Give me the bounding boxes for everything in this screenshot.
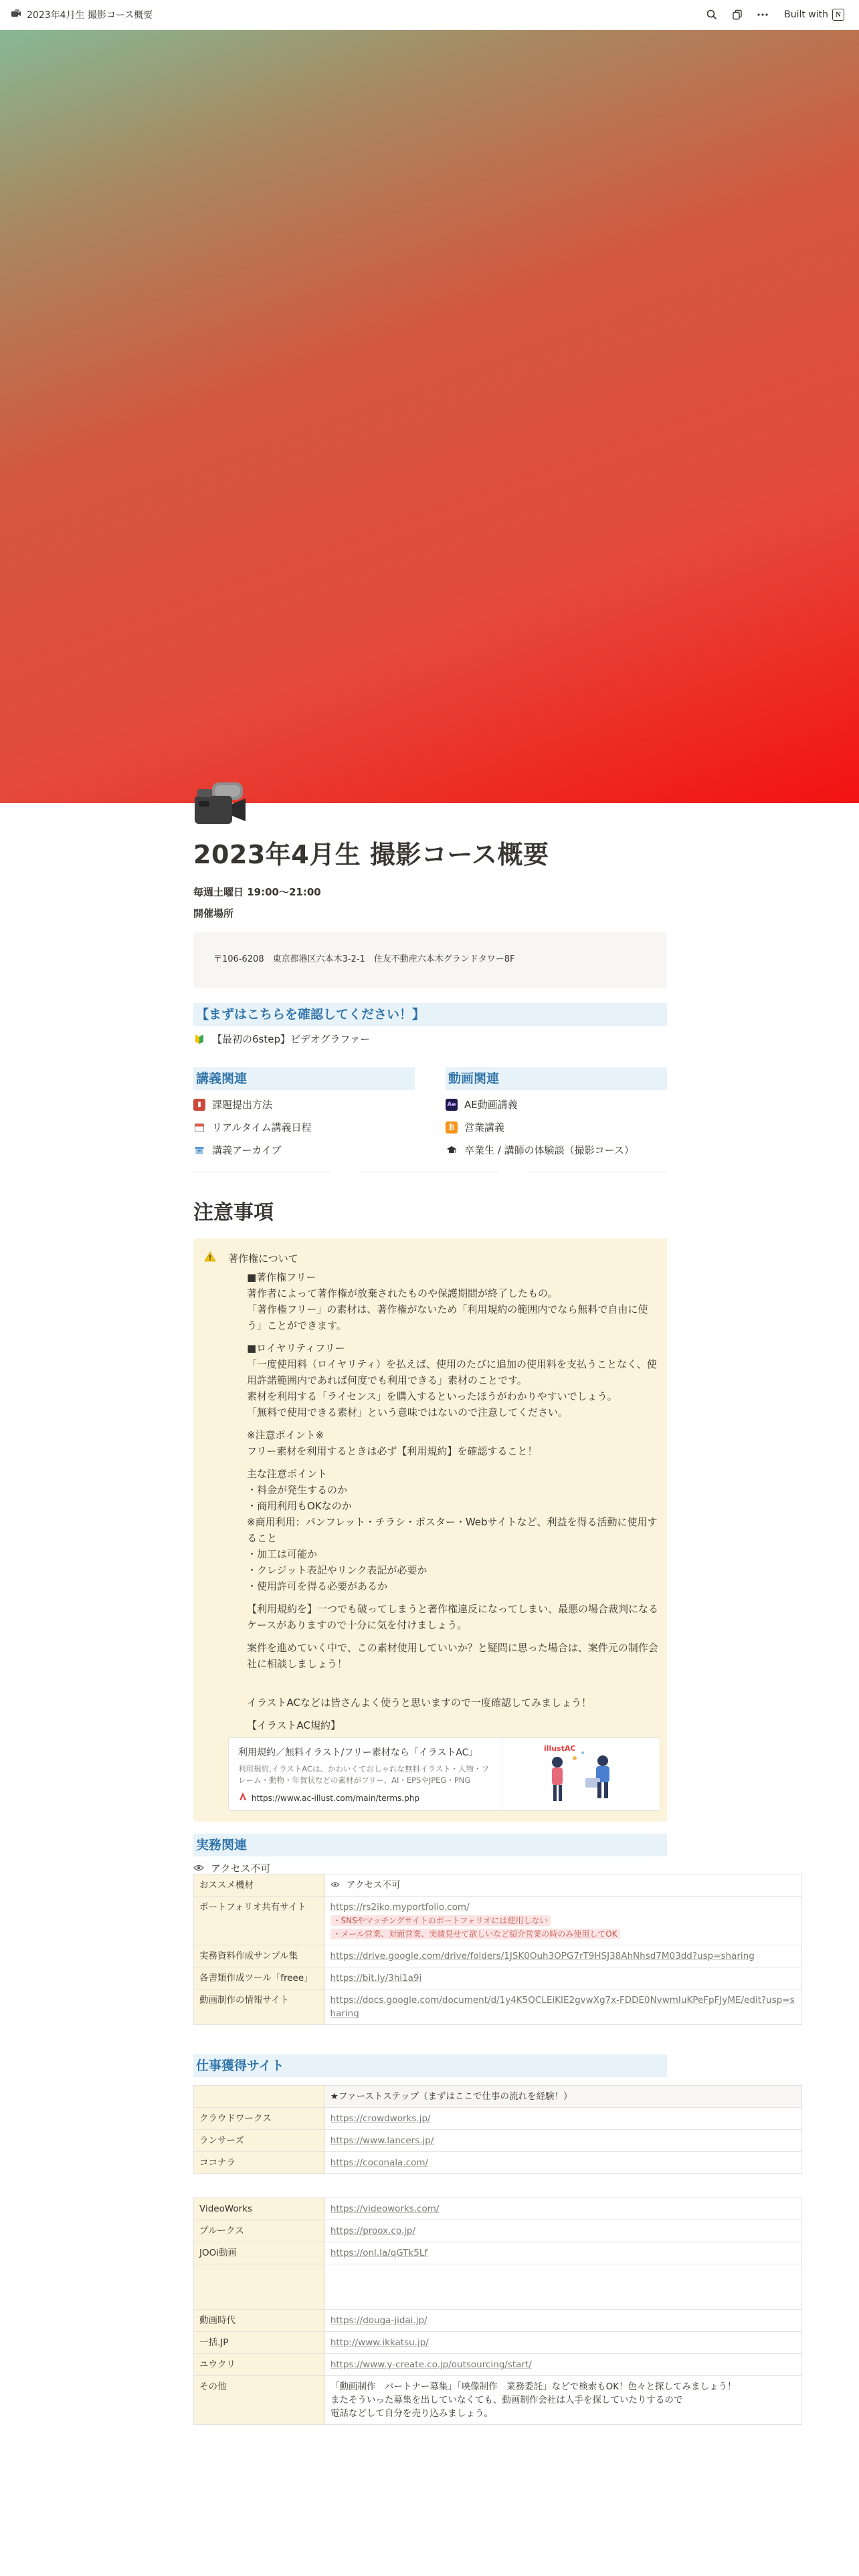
table-cell-label: ユウクリ [194,2354,325,2376]
first-steps-link-label[interactable]: 【最初の6step】ビデオグラファー [212,1033,371,1045]
table-cell-value [324,1967,801,1990]
bookmark-url-text[interactable]: https://www.ac-illust.com/main/terms.php [252,1794,419,1803]
callout-line: ・商用利用もOKなのか [247,1500,352,1512]
table-cell-label: 動画制作の情報サイト [194,1990,325,2025]
callout-line: ・料金が発生するのか [247,1484,348,1496]
table-row [194,2310,802,2332]
eye-slash-icon [330,1879,340,1892]
more-icon[interactable] [755,7,771,23]
after-effects-icon: Ae [446,1099,458,1111]
top-bar [0,0,859,30]
table-cell-value [324,2310,801,2332]
warning-icon [204,1251,217,1811]
jobs-heading: 仕事獲得サイト [193,2054,667,2077]
table-cell-value [324,2332,801,2354]
callout-body [228,1251,660,1811]
callout-line: 素材を利用する「ライセンス」を購入するといったほうがわかりやすいでしょう。 [247,1390,617,1402]
callout-line: イラストACなどは皆さんよく使うと思いますので一度確認してみましょう！ [247,1697,592,1709]
breadcrumb-title[interactable]: 2023年4月生 撮影コース概要 [27,10,153,21]
table-cell-value [324,1990,801,2025]
table-cell-label: 動画時代 [194,2310,325,2332]
table-cell-value [324,1945,801,1967]
table-cell-value [324,2198,801,2220]
table-row [194,2198,802,2220]
table-cell-label: ココナラ [194,2152,325,2174]
table-row [194,2086,802,2108]
built-with-notion-button[interactable] [780,6,848,23]
callout-line: 著作者によって著作権が放棄されたものや保護期間が終了したもの。 [247,1287,558,1299]
lecture-item-schedule[interactable] [193,1119,415,1136]
lecture-heading: 講義関連 [193,1067,415,1090]
beginner-mark-icon [193,1033,205,1045]
video-column [446,1067,667,1158]
practice-table [193,1874,802,2025]
table-cell-value [324,2242,801,2264]
callout-line: 案件を進めていく中で、この素材使用していいか？と疑問に思った場合は、案件元の制作会社に相談しましょう！ [247,1642,658,1670]
site-link[interactable]: https://crowdworks.jp/ [330,2113,431,2124]
venue-label: 開催場所 [193,907,234,920]
lecture-column [193,1067,415,1158]
samples-link[interactable]: https://drive.google.com/drive/folders/1JSK0Ouh3OPG7rT9HSJ38AhNhsd7M03dd?usp=sharing [330,1951,755,1961]
column-dividers [193,1158,667,1185]
video-item-testimonials[interactable] [446,1142,667,1158]
table-row [194,2376,802,2425]
table-cell-value [324,2130,801,2152]
site-link[interactable]: https://proox.co.jp/ [330,2226,416,2236]
note-tag: ・メール営業、対面営業、実績見せて欲しいなど紹介営業の時のみ使用してOK [330,1929,620,1939]
search-icon[interactable] [704,7,720,23]
video-item-sales[interactable] [446,1119,667,1136]
table-row [194,2332,802,2354]
breadcrumb[interactable] [11,8,153,21]
first-steps-heading: 【まずはこちらを確認してください！】 [193,1003,667,1026]
site-link[interactable]: https://onl.la/qGTk5Lf [330,2248,428,2258]
callout-line: ※注意ポイント※ [247,1429,324,1441]
other-line: またそういった募集を出していなくても、動画制作会社は人手を探していたりするので [330,2395,683,2405]
site-link[interactable]: https://www.lancers.jp/ [330,2135,434,2146]
other-line: 「動画制作 パートナー募集」「映像制作 業務委託」などで検索もOK！色々と探してみましょう！ [330,2381,737,2392]
callout-line: 主な注意ポイント [247,1468,328,1480]
jobs-table-first [193,2085,802,2174]
callout-line: 【イラストAC規約】 [247,1719,341,1731]
table-cell-value [324,2108,801,2130]
table-cell-value [324,2220,801,2242]
callout-line: ・使用許可を得る必要があるか [247,1580,388,1592]
site-link[interactable]: https://www.y-create.co.jp/outsourcing/start/ [330,2359,532,2370]
table-cell-value: ★ファーストステップ（まずはここで仕事の流れを経験！） [324,2086,801,2108]
table-cell-value [324,2376,801,2425]
bookmark-thumbnail [502,1738,660,1810]
table-row [194,2220,802,2242]
callout-line: 「一度使用料（ロイヤリティ）を払えば、使用のたびに追加の使用料を支払うことなく、使用許諾範囲内であれば何度でも利用できる」素材のことです。 [247,1358,657,1386]
table-cell-label: ポートフォリオ共有サイト [194,1897,325,1945]
note-tag: ・SNSやマッチングサイトのポートフォリオには使用しない [330,1915,551,1926]
access-text: アクセス不可 [346,1880,401,1891]
info-site-link[interactable]: https://docs.google.com/document/d/1y4K5QCLEiKIE2gvwXg7x-FDDE0NvwmIuKPeFpFJyME/edit?usp=sharing [330,1995,795,2019]
schedule-text: 毎週土曜日 19:00〜21:00 [193,886,321,898]
address-box [193,932,667,988]
graduation-cap-icon [446,1144,458,1156]
callout-title: 著作権について [228,1253,298,1265]
table-cell-label: 一括.JP [194,2332,325,2354]
lecture-item-label[interactable]: リアルタイム講義日程 [212,1121,312,1134]
table-row [194,1874,802,1897]
callout-line: ・加工は可能か [247,1548,318,1560]
table-cell-label: プルークス [194,2220,325,2242]
site-link[interactable]: https://douga-jidai.jp/ [330,2315,427,2326]
table-row [194,2108,802,2130]
table-cell-label: その他 [194,2376,325,2425]
illustac-bookmark[interactable] [228,1737,660,1811]
copyright-callout [193,1239,667,1822]
notion-logo-icon: N [832,9,844,21]
callout-line: ※商用利用：パンフレット・チラシ・ポスター・Webサイトなど、利益を得る活動に使用すること [247,1516,658,1544]
built-with-label: Built with [784,9,828,20]
callout-line: ■ロイヤリティフリー [247,1342,345,1354]
callout-line: フリー素材を利用するときは必ず【利用規約】を確認すること！ [247,1445,538,1457]
table-cell-label [194,2086,325,2108]
table-row [194,2242,802,2264]
access-text: アクセス不可 [211,1862,271,1874]
callout-line: ■著作権フリー [247,1271,316,1283]
bookmark-url[interactable] [238,1790,492,1806]
bookmark-text [229,1738,502,1810]
table-row [194,1990,802,2025]
video-item-label[interactable]: 卒業生 / 講師の体験談（撮影コース） [464,1144,634,1156]
video-camera-icon [192,781,248,829]
bookmark-description: 利用規約,イラストACは、かわいくておしゃれな無料イラスト・人物・フレーム・動物・年賀状などの素材がフリー、AI・EPSやJPEG・PNG [238,1764,490,1785]
page-title: 2023年4月生 撮影コース概要 [193,840,549,869]
table-cell-value [324,2354,801,2376]
table-cell-label: VideoWorks [194,2198,325,2220]
practice-heading: 実務関連 [193,1834,667,1856]
site-link[interactable]: https://coconala.com/ [330,2157,429,2168]
lecture-item-assignment[interactable] [193,1097,415,1113]
table-cell-value [324,2264,801,2310]
callout-line: 「著作権フリー」の素材は、著作権がないため「利用規約の範囲内でなら無料で自由に使う」ことができます。 [247,1303,648,1331]
illustac-favicon-icon [238,1790,248,1806]
lecture-item-label[interactable]: 講義アーカイブ [212,1144,282,1156]
cover-image [0,30,859,803]
camera-icon [11,9,21,21]
table-cell-label: 実務資料作成サンプル集 [194,1945,325,1967]
first-steps-link[interactable] [193,1031,667,1047]
lecture-item-archive[interactable] [193,1142,415,1158]
table-cell-label: おススメ機材 [194,1874,325,1897]
table-row [194,2264,802,2310]
table-row [194,2354,802,2376]
site-link[interactable]: https://videoworks.com/ [330,2204,440,2214]
archive-icon [193,1144,205,1156]
bitcoin-icon: ₿ [446,1121,458,1134]
callout-line: ・クレジット表記やリンク表記が必要か [247,1564,427,1576]
address-text: 〒106-6208 東京都港区六本木3-2-1 住友不動産六本木グランドタワー8F [213,954,515,964]
table-row [194,2130,802,2152]
notes-heading: 注意事項 [193,1201,274,1224]
table-cell-label: クラウドワークス [194,2108,325,2130]
table-cell-value [324,2152,801,2174]
freee-link[interactable]: https://bit.ly/3hi1a9i [330,1973,422,1983]
video-item-label[interactable]: 営業講義 [464,1121,505,1134]
other-line: 電話などして自分を売り込みましょう。 [330,2408,493,2419]
table-cell-label: JOOi動画 [194,2242,325,2264]
book-icon: ▮ [193,1099,205,1111]
table-row [194,1967,802,1990]
duplicate-icon[interactable] [729,7,745,23]
table-row [194,1897,802,1945]
table-row [194,2152,802,2174]
link-columns [193,1067,667,1158]
table-cell-label: ランサーズ [194,2130,325,2152]
video-item-label[interactable]: AE動画講義 [464,1099,518,1111]
bookmark-title: 利用規約／無料イラスト/フリー素材なら「イラストAC」 [238,1747,478,1758]
calendar-icon [193,1121,205,1134]
callout-line: 「無料で使用できる素材」という意味ではないので注意してください。 [247,1406,569,1418]
illustac-logo-text: illustAC [544,1744,576,1753]
page-content [193,836,667,1876]
callout-line: 【利用規約を】一つでも破ってしまうと著作権違反になってしまい、最悪の場合裁判になるケースがありますので十分に気を付けましょう。 [247,1603,659,1631]
table-row [194,1945,802,1967]
site-link[interactable]: http://www.ikkatsu.jp/ [330,2337,429,2348]
table-cell-label [194,2264,325,2310]
lecture-item-label[interactable]: 課題提出方法 [212,1099,273,1111]
table-cell-value [324,1874,801,1897]
portfolio-link[interactable]: https://rs2iko.myportfolio.com/ [330,1902,470,1913]
video-item-ae[interactable] [446,1097,667,1113]
video-heading: 動画関連 [446,1067,667,1090]
table-cell-label: 各書類作成ツール「freee」 [194,1967,325,1990]
jobs-table-more [193,2197,802,2425]
table-cell-value [324,1897,801,1945]
